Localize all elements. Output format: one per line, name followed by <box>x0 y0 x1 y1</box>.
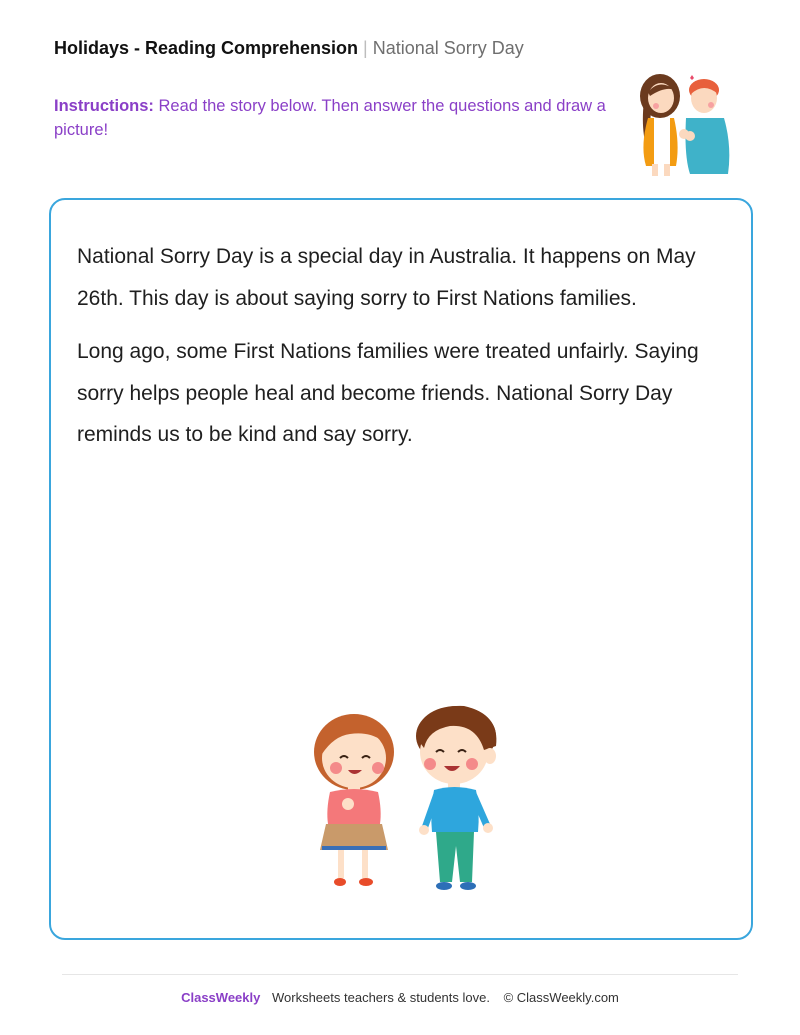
page-header <box>54 38 524 59</box>
story-paragraph-1: National Sorry Day is a special day in Australia. It happens on May 26th. This day is about saying sorry to First Nations families. <box>77 245 696 310</box>
story-text <box>77 236 717 468</box>
instructions-label: Instructions: <box>54 97 154 115</box>
title-separator: | <box>363 38 368 58</box>
instructions-text: Read the story below. Then answer the questions and draw a picture! <box>54 97 606 139</box>
children-illustration <box>300 700 510 896</box>
story-paragraph-2: Long ago, some First Nations families were treated unfairly. Saying sorry helps people heal and become friends. National Sorry Day reminds us to be kind and say sorry. <box>77 340 699 446</box>
apology-illustration <box>630 66 740 178</box>
page-title: Holidays - Reading Comprehension <box>54 38 359 58</box>
footer-divider <box>62 974 738 975</box>
footer <box>0 990 800 1005</box>
footer-brand: ClassWeekly <box>181 990 261 1005</box>
page-subtitle: National Sorry Day <box>372 38 524 58</box>
instructions <box>54 94 614 142</box>
footer-tagline: Worksheets teachers & students love. <box>271 990 490 1005</box>
footer-copyright: © ClassWeekly.com <box>503 990 619 1005</box>
